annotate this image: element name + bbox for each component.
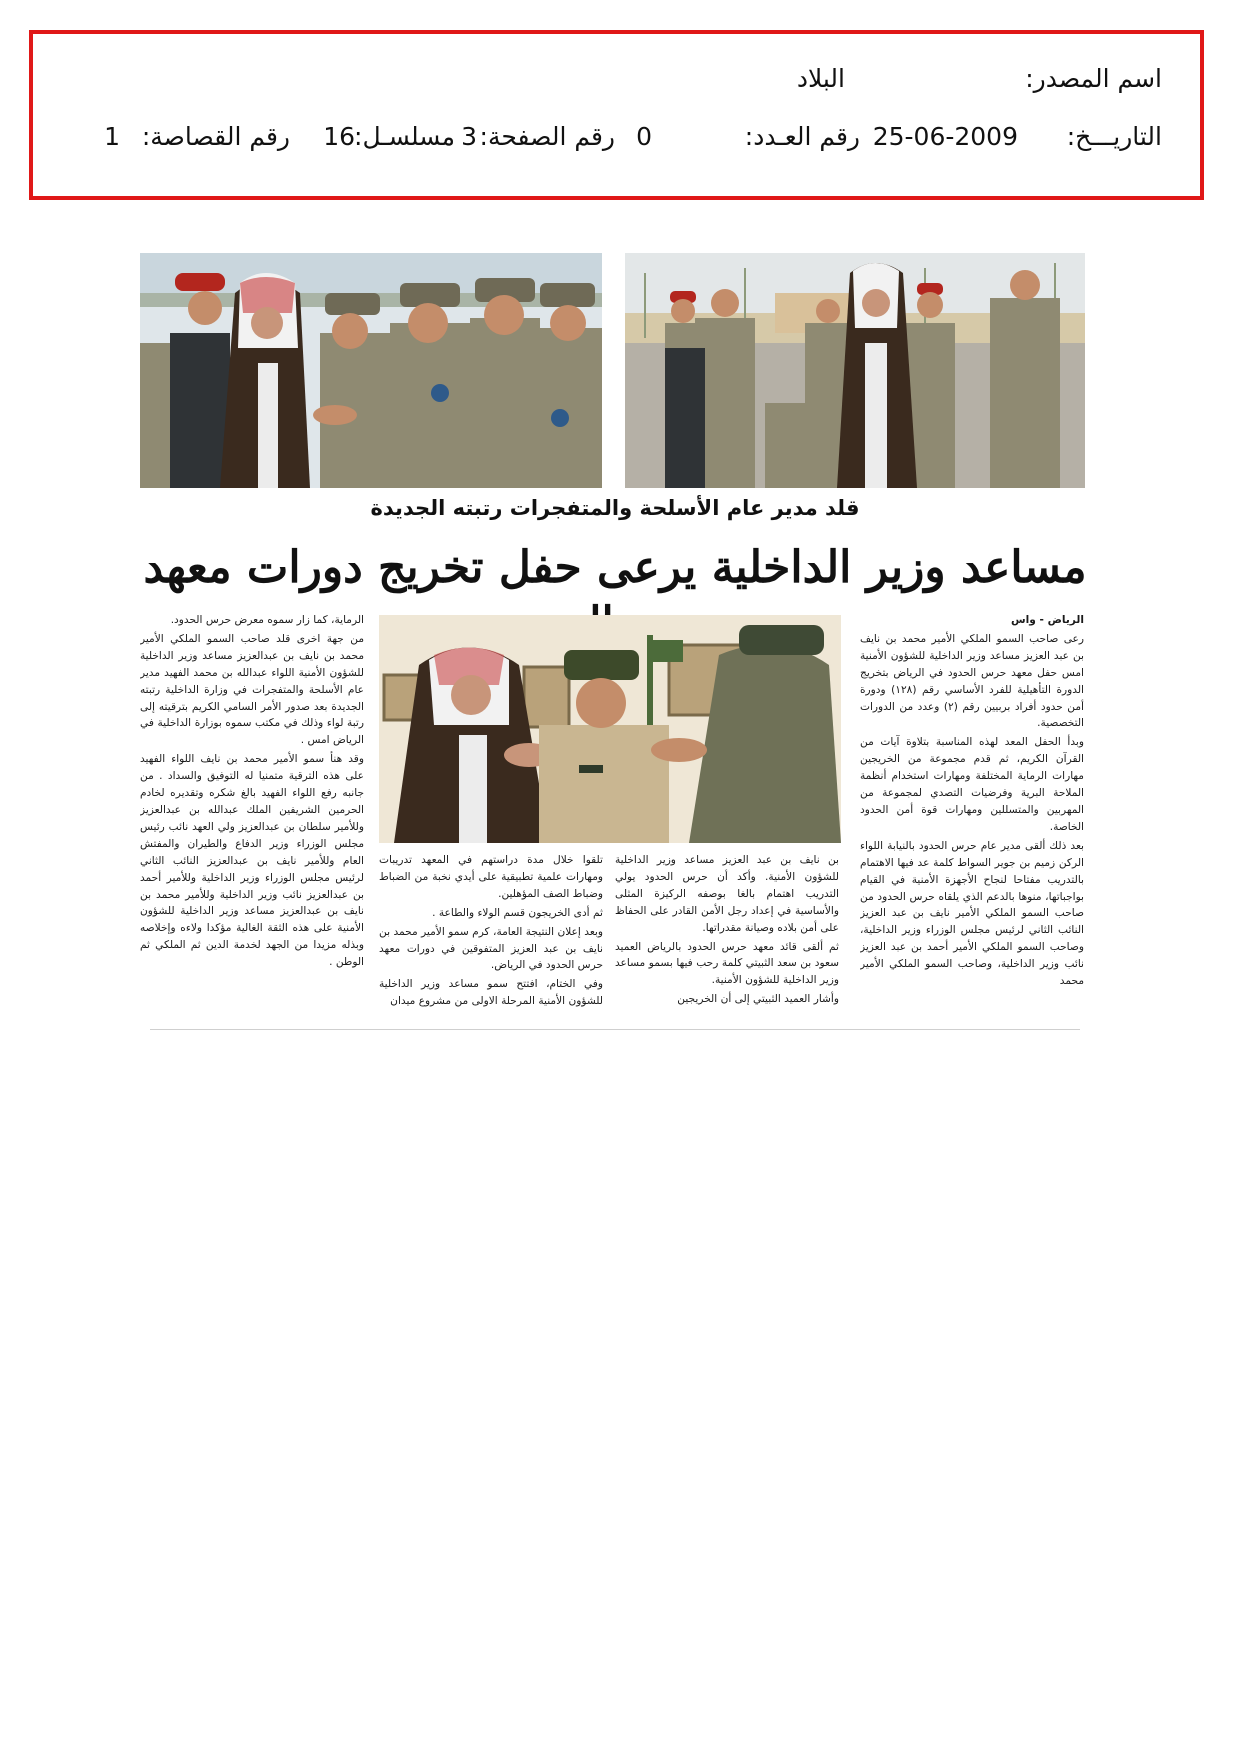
column-1-paragraph: وبدأ الحفل المعد لهذه المناسبة بتلاوة آيات من القرآن الكريم، ثم قدم مجموعة من الخريجين مهارات الرماية المختلفة ومهارات استخدام أنظمة الملاحة البرية وفرضيات التصدي لمجموعة من المهربين والمتسللين ومهارات قوة أمن الحدود الخاصة. <box>860 736 1084 833</box>
issue-label: رقم العـدد: <box>744 122 860 151</box>
clip-number-value: 1 <box>104 122 120 151</box>
column-1-paragraph: بعد ذلك ألقى مدير عام حرس الحدود بالنيابة اللواء الركن زميم بن جوير السواط كلمة عد فيها الاهتمام بالتدريب مفتاحا لنجاح الأجهزة الأمنية في القيام بواجباتها، منوها بالدعم الذي يلقاه حرس الحدود من صاحب السمو الملكي الأمير نايف بن عبد العزيز النائب الثاني لرئيس مجلس الوزراء وزير الداخلية، وصاحب السمو الملكي الأمير أحمد بن عبد العزيز نائب وزير الداخلية، وصاحب السمو الملكي الأمير محمد <box>860 839 1084 988</box>
column-3-paragraph: تلقوا خلال مدة دراستهم في المعهد تدريبات ومهارات علمية تطبيقية على أيدي نخبة من الضباط وضباط الصف المؤهلين. <box>379 854 603 900</box>
serial-label: مسلسـل: <box>354 122 455 151</box>
article-column-2 <box>615 852 839 1024</box>
issue-value: 0 <box>636 122 652 151</box>
dateline: الرياض - واس <box>1010 614 1084 626</box>
column-4-paragraph: وقد هنأ سمو الأمير محمد بن نايف اللواء الفهيد على هذه الترقية متمنيا له التوفيق والسداد . من جانبه رفع اللواء الفهيد بالغ شكره وتقديره لخادم الحرمين الشريفين الملك عبدالله بن عبدالعزيز وللأمير سلطان بن عبدالعزيز ولي العهد نائب رئيس مجلس الوزراء وزير الدفاع والطيران والمفتش العام وللأمير نايف بن عبدالعزيز النائب الثاني لرئيس مجلس الوزراء وزير الداخلية وللأمير أحمد بن عبدالعزيز نائب وزير الداخلية وللأمير محمد بن نايف بن عبدالعزيز مساعد وزير الداخلية للشؤون الأمنية على هذه الثقة الغالية مؤكدا ولاءه وإخلاصه وبذله مزيدا من الجهد لخدمة الدين ثم الملكي ثم الوطن . <box>140 753 364 969</box>
column-2-paragraph: ثم ألقى قائد معهد حرس الحدود بالرياض العميد سعود بن سعد الثبيتي كلمة رحب فيها بسمو مساعد وزير الداخلية للشؤون الأمنية. <box>615 940 839 987</box>
column-3-paragraph: وفي الختام، افتتح سمو مساعد وزير الداخلية للشؤون الأمنية المرحلة الاولى من مشروع ميدان <box>379 978 603 1008</box>
date-value: 25-06-2009 <box>872 122 1018 151</box>
salute-photo <box>625 253 1085 488</box>
rank-pinning-photo <box>379 615 841 843</box>
column-2-paragraph: وأشار العميد الثبيتي إلى أن الخريجين <box>677 993 839 1006</box>
clip-number-label: رقم القصاصة: <box>141 122 290 151</box>
column-2-paragraph: بن نايف بن عبد العزيز مساعد وزير الداخلية للشؤون الأمنية. وأكد أن حرس الحدود يولي التدريب اهتمام بالغا بوصفه الركيزة المثلى والأساسية في إعداد رجل الأمن القادر على الحفاظ على أمن بلاده وصيانة مقدراتها. <box>615 854 839 934</box>
column-4-paragraph: من جهة اخرى قلد صاحب السمو الملكي الأمير محمد بن نايف بن عبدالعزيز مساعد وزير الداخلية للشؤون الأمنية اللواء عبدالله بن محمد الفهيد مدير عام الأسلحة والمتفجرات في وزارة الداخلية رتبته الجديدة بعد صدور الأمر السامي الكريم بترقيته إلى رتبة لواء وذلك في مكتب سموه بوزارة الداخلية في الرياض امس . <box>140 632 364 747</box>
salute-photo-illustration <box>625 253 1085 488</box>
clip-header-box <box>29 30 1204 200</box>
column-1-paragraph: رعى صاحب السمو الملكي الأمير محمد بن نايف بن عبد العزيز مساعد وزير الداخلية للشؤون الأمنية امس حفل معهد حرس الحدود في الرياض بتخريج الدورة التأهيلية للفرد الأساسي رقم (١٢٨) ودورة أمن حدود أفراد بربيين رقم (٢) وعدد من الدورات التخصصية. <box>860 632 1084 730</box>
article-column-1 <box>860 612 1084 1022</box>
handshake-photo-illustration <box>140 253 602 488</box>
column-4-paragraph: الرماية، كما زار سموه معرض حرس الحدود. <box>170 614 364 626</box>
source-value: البلاد <box>796 64 845 93</box>
source-label: اسم المصدر: <box>1025 64 1162 93</box>
article-headline: مساعد وزير الداخلية يرعى حفل تخريج دورات معهد <box>143 542 1087 593</box>
page-label: رقم الصفحة: <box>479 122 615 151</box>
column-3-paragraph: ثم أدى الخريجون قسم الولاء والطاعة . <box>432 906 603 919</box>
article-column-3 <box>379 852 603 1024</box>
serial-value: 16 <box>323 122 355 151</box>
article-column-4 <box>140 612 364 1022</box>
rank-pinning-photo-illustration <box>379 615 841 843</box>
date-label: التاريـــخ: <box>1066 122 1162 151</box>
column-3-paragraph: وبعد إعلان النتيجة العامة، كرم سمو الأمير محمد بن نايف بن عبد العزيز المتفوقين في دورات معهد حرس الحدود في الرياض. <box>379 925 603 972</box>
article-kicker: قلد مدير عام الأسلحة والمتفجرات رتبته الجديدة <box>370 496 860 520</box>
page-value: 3 <box>461 122 477 151</box>
article-bottom-rule <box>150 1029 1080 1030</box>
handshake-photo <box>140 253 602 488</box>
